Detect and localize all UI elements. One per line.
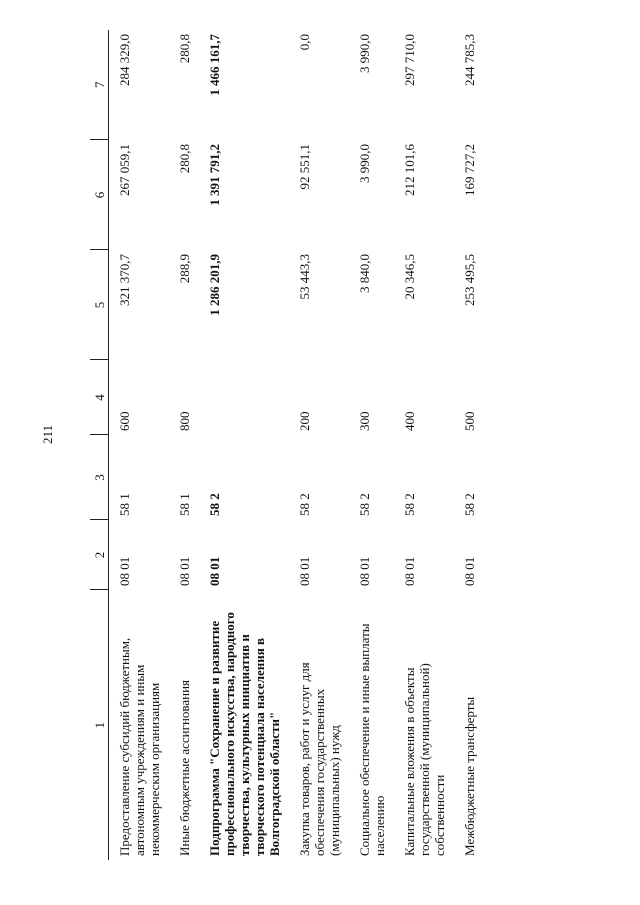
cell-c2: 08 01: [117, 556, 132, 586]
cell-c5: 1 286 201,9: [207, 254, 222, 316]
cell-c3: 58 1: [177, 493, 192, 516]
column-header-3: 3: [90, 435, 109, 520]
cell-c5: 3 840,0: [357, 254, 372, 293]
cell-c4: [199, 360, 289, 435]
table-body: [109, 30, 485, 860]
cell-c6: 1 391 791,2: [207, 144, 222, 206]
cell-c5: 288,9: [177, 254, 192, 284]
column-header-1: 1: [90, 590, 109, 860]
table-row: [199, 30, 289, 860]
cell-c7: 280,8: [177, 34, 192, 64]
rotated-table-container: [90, 30, 484, 860]
table-row: [454, 30, 484, 860]
cell-c6: 169 727,2: [462, 144, 477, 196]
row-name-cell: Капитальные вложения в объекты государственной (муниципальной) собственности: [402, 663, 447, 856]
cell-c6: 3 990,0: [357, 144, 372, 183]
cell-c3: 58 2: [402, 493, 417, 516]
row-name-cell: Закупка товаров, работ и услуг для обеспечения государственных (муниципальных) нужд: [297, 662, 342, 856]
cell-c7: 297 710,0: [402, 34, 417, 86]
cell-c2: 08 01: [402, 556, 417, 586]
cell-c6: 212 101,6: [402, 144, 417, 196]
cell-c3: 58 2: [462, 493, 477, 516]
cell-c3: 58 2: [357, 493, 372, 516]
table-row: [169, 30, 199, 860]
cell-c3: 58 2: [297, 493, 312, 516]
page-number: 211: [40, 424, 55, 444]
column-header-6: 6: [90, 140, 109, 250]
cell-c4: 400: [402, 411, 417, 431]
table-row: [394, 30, 454, 860]
cell-c4: 500: [462, 411, 477, 431]
cell-c2: 08 01: [297, 556, 312, 586]
cell-c5: 20 346,5: [402, 254, 417, 300]
cell-c2: 08 01: [207, 556, 222, 586]
cell-c4: 600: [117, 411, 132, 431]
cell-c2: 08 01: [462, 556, 477, 586]
row-name-cell: Подпрограмма "Сохранение и развитие профессионального искусства, народного творчества, культурных инициатив и творческого потенциала населения в Волгоградской области": [207, 612, 282, 856]
table-row: [289, 30, 349, 860]
row-name-cell: Иные бюджетные ассигнования: [177, 679, 192, 856]
budget-table: [90, 30, 484, 860]
row-name-cell: Предоставление субсидий бюджетным, автономным учреждениям и иным некоммерческим организациям: [117, 637, 162, 856]
cell-c2: 08 01: [177, 556, 192, 586]
cell-c7: 0,0: [297, 34, 312, 51]
column-header-5: 5: [90, 250, 109, 360]
row-name-cell: Межбюджетные трансферты: [462, 696, 477, 856]
cell-c5: 321 370,7: [117, 254, 132, 306]
cell-c4: 800: [177, 411, 192, 431]
cell-c3: 58 1: [117, 493, 132, 516]
cell-c4: 300: [357, 411, 372, 431]
table-row: [349, 30, 394, 860]
cell-c4: 200: [297, 411, 312, 431]
cell-c6: 280,8: [177, 144, 192, 174]
cell-c7: 284 329,0: [117, 34, 132, 86]
cell-c2: 08 01: [357, 556, 372, 586]
cell-c7: 1 466 161,7: [207, 34, 222, 96]
cell-c6: 267 059,1: [117, 144, 132, 196]
cell-c7: 3 990,0: [357, 34, 372, 73]
column-header-2: 2: [90, 520, 109, 590]
cell-c5: 53 443,3: [297, 254, 312, 300]
column-header-7: 7: [90, 30, 109, 140]
cell-c7: 244 785,3: [462, 34, 477, 86]
cell-c5: 253 495,5: [462, 254, 477, 306]
cell-c6: 92 551,1: [297, 144, 312, 190]
cell-c3: 58 2: [207, 493, 222, 516]
column-header-4: 4: [90, 360, 109, 435]
table-row: [109, 30, 170, 860]
table-header-row: [90, 30, 109, 860]
row-name-cell: Социальное обеспечение и иные выплаты населению: [357, 623, 387, 856]
